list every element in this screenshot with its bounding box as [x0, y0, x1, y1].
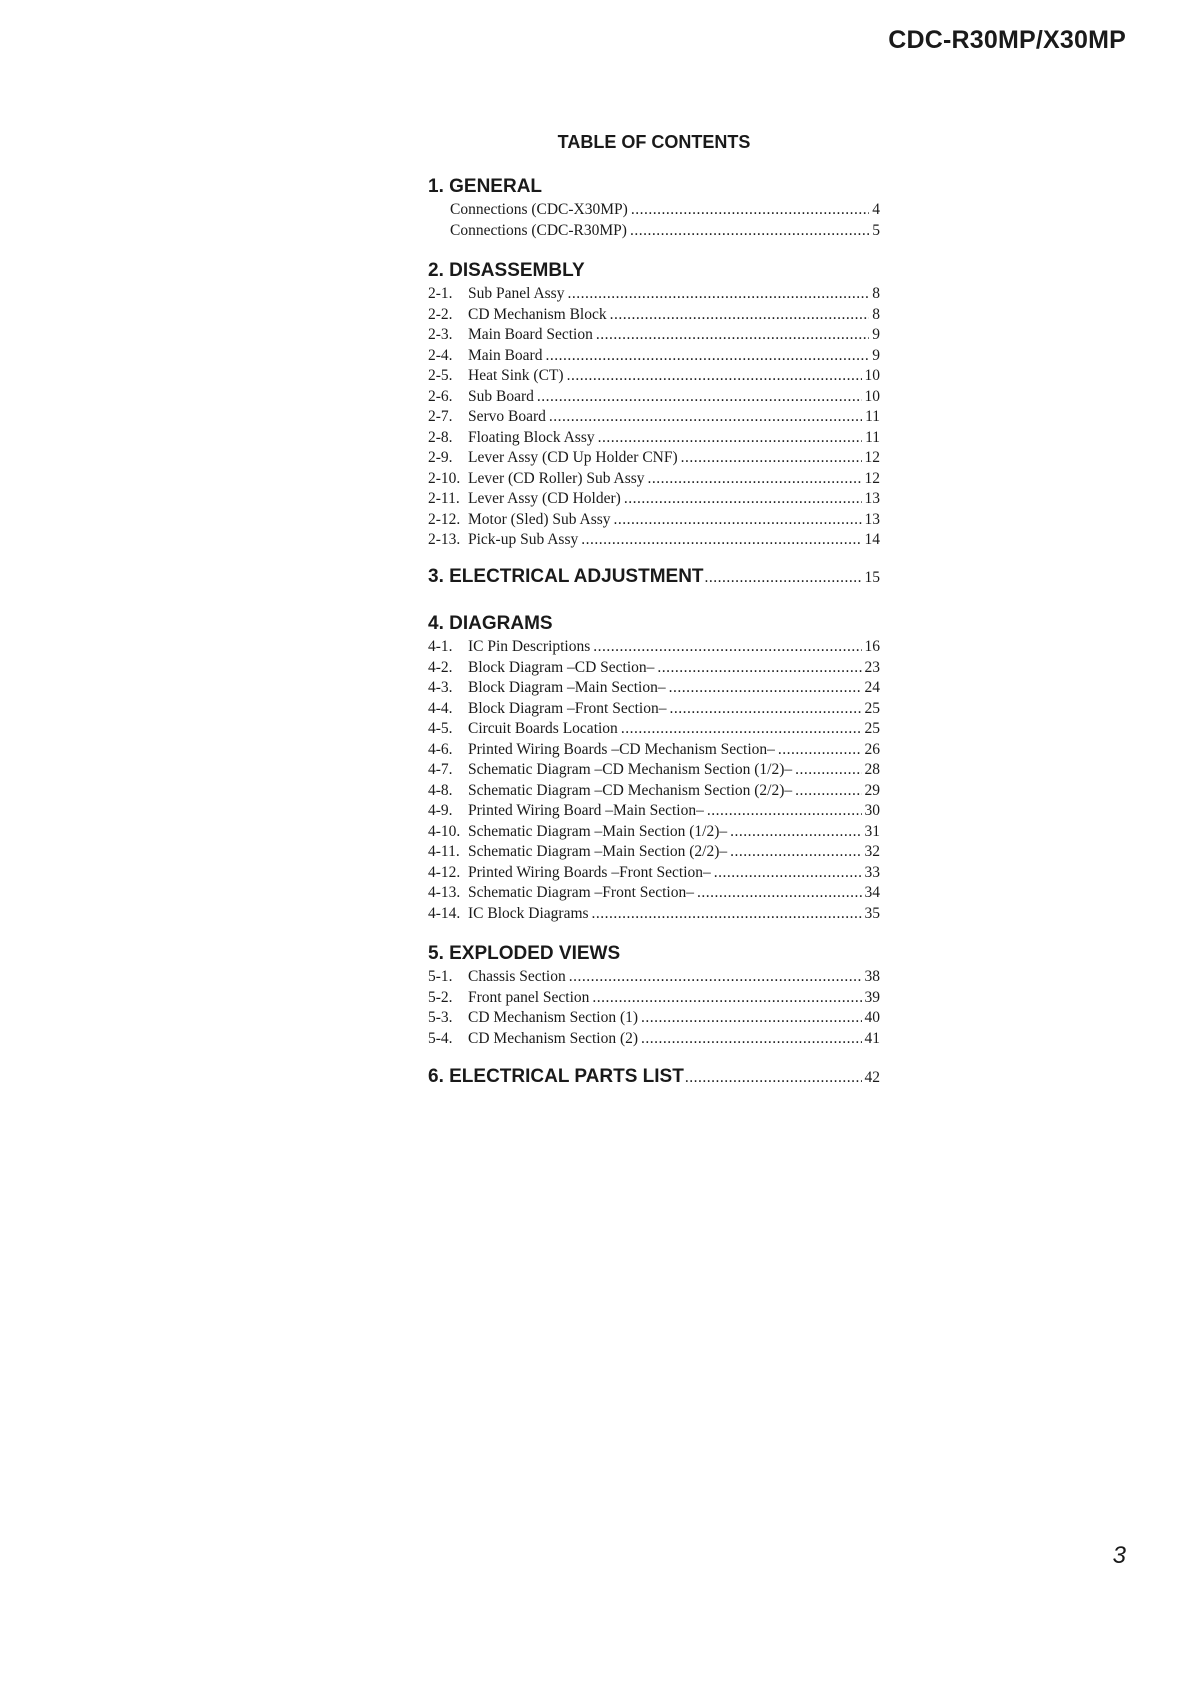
- dot-leader: [596, 325, 869, 346]
- page-number: 3: [1112, 1542, 1126, 1569]
- toc-entry[interactable]: [428, 863, 880, 884]
- dot-leader: [778, 740, 862, 761]
- dot-leader: [730, 822, 861, 843]
- toc-heading-row[interactable]: [428, 1066, 880, 1088]
- dot-leader: [697, 883, 862, 904]
- entry-number: 5-3.: [428, 1009, 453, 1026]
- toc-entry[interactable]: [428, 678, 880, 699]
- entry-label: Printed Wiring Board –Main Section–: [468, 802, 704, 819]
- entry-label: Printed Wiring Boards –Front Section–: [468, 863, 711, 881]
- section-heading: 1. GENERAL: [428, 176, 543, 197]
- model-title: CDC-R30MP/X30MP: [888, 26, 1126, 54]
- entry-number: 4-2.: [428, 658, 453, 676]
- toc-entry[interactable]: [428, 658, 880, 679]
- toc-entry[interactable]: [428, 428, 880, 449]
- page-ref: 9: [872, 326, 880, 343]
- entry-number: 2-6.: [428, 387, 453, 405]
- dot-leader: [592, 904, 862, 925]
- page-ref: 12: [864, 449, 880, 466]
- entry-number: 4-14.: [428, 904, 461, 922]
- entry-label: Sub Board: [468, 387, 534, 405]
- section-electrical-parts-list: [428, 1066, 880, 1088]
- toc-entry[interactable]: [428, 1008, 880, 1029]
- toc-title: TABLE OF CONTENTS: [557, 132, 751, 152]
- page-ref: 16: [864, 638, 880, 655]
- toc-entry[interactable]: [428, 760, 880, 781]
- page-ref: 26: [864, 740, 880, 758]
- page-ref: 23: [864, 658, 880, 676]
- dot-leader: [707, 801, 862, 822]
- entry-number: 2-7.: [428, 408, 453, 425]
- section-heading: 6. ELECTRICAL PARTS LIST: [428, 1066, 684, 1087]
- entry-number: 4-8.: [428, 781, 453, 799]
- toc-entry[interactable]: [428, 719, 880, 740]
- dot-leader: [610, 305, 870, 326]
- dot-leader: [657, 658, 861, 679]
- entry-label: Main Board Section: [468, 326, 593, 343]
- toc-list: [428, 200, 880, 241]
- entry-number: 4-12.: [428, 863, 461, 881]
- entry-number: 4-7.: [428, 761, 453, 778]
- page-ref: 28: [864, 761, 880, 778]
- toc-entry[interactable]: [428, 883, 880, 904]
- toc-entry[interactable]: [428, 781, 880, 802]
- toc-entry[interactable]: [428, 842, 880, 863]
- entry-label: Lever Assy (CD Up Holder CNF): [468, 449, 678, 466]
- toc-entry[interactable]: [428, 284, 880, 305]
- dot-leader: [567, 366, 862, 387]
- dot-leader: [795, 781, 861, 802]
- page-ref: 11: [865, 428, 880, 446]
- section-general: [428, 174, 880, 241]
- entry-number: 4-5.: [428, 720, 453, 737]
- dot-leader: [641, 1029, 861, 1050]
- section-exploded-views: [428, 941, 880, 1049]
- page-ref: 10: [864, 367, 880, 384]
- section-heading: 5. EXPLODED VIEWS: [428, 943, 621, 964]
- section-heading: 4. DIAGRAMS: [428, 613, 553, 634]
- entry-number: 2-5.: [428, 367, 453, 384]
- dot-leader: [545, 346, 869, 367]
- page-ref: 10: [864, 387, 880, 405]
- toc-entry[interactable]: [428, 801, 880, 822]
- entry-number: 2-2.: [428, 305, 453, 323]
- page-ref: 13: [864, 490, 880, 507]
- entry-label: Heat Sink (CT): [468, 367, 564, 384]
- dot-leader: [641, 1008, 861, 1029]
- entry-label: Circuit Boards Location: [468, 720, 618, 737]
- entry-label: Sub Panel Assy: [468, 285, 565, 302]
- page-ref: 34: [864, 884, 880, 901]
- dot-leader: [598, 428, 862, 449]
- page-ref: 31: [864, 822, 880, 840]
- toc-entry[interactable]: [428, 366, 880, 387]
- toc-entry[interactable]: [428, 221, 880, 242]
- entry-number: 4-3.: [428, 679, 453, 696]
- entry-label: Schematic Diagram –CD Mechanism Section (2/2)–: [468, 781, 793, 799]
- entry-number: 5-2.: [428, 988, 453, 1006]
- toc-entry[interactable]: [428, 448, 880, 469]
- dot-leader: [631, 200, 869, 221]
- toc-entry[interactable]: [428, 325, 880, 346]
- toc-list: [428, 637, 880, 924]
- dot-leader: [669, 699, 861, 720]
- toc-entry[interactable]: [428, 407, 880, 428]
- entry-number: 2-13.: [428, 531, 461, 548]
- toc-heading-row[interactable]: [428, 566, 880, 588]
- entry-label: Schematic Diagram –Main Section (1/2)–: [468, 822, 728, 840]
- entry-label: CD Mechanism Section (2): [468, 1029, 639, 1047]
- toc-entry[interactable]: [428, 740, 880, 761]
- page-ref: 33: [864, 863, 880, 881]
- entry-label: IC Pin Descriptions: [468, 638, 591, 655]
- toc-entry[interactable]: [428, 1029, 880, 1050]
- dot-leader: [681, 448, 862, 469]
- entry-number: 4-4.: [428, 699, 453, 717]
- page-ref: 25: [864, 699, 880, 717]
- entry-number: 4-13.: [428, 884, 461, 901]
- entry-number: 2-12.: [428, 510, 461, 528]
- dot-leader: [624, 489, 862, 510]
- toc-entry[interactable]: [428, 489, 880, 510]
- entry-label: Schematic Diagram –Front Section–: [468, 884, 694, 901]
- toc-entry[interactable]: [428, 346, 880, 367]
- dot-leader: [705, 569, 862, 587]
- entry-label: Schematic Diagram –CD Mechanism Section (1/2)–: [468, 761, 793, 778]
- dot-leader: [669, 678, 862, 699]
- entry-label: Pick-up Sub Assy: [468, 531, 579, 548]
- entry-number: 4-10.: [428, 822, 461, 840]
- toc-entry[interactable]: [428, 530, 880, 551]
- entry-label: CD Mechanism Section (1): [468, 1009, 639, 1026]
- entry-number: 5-1.: [428, 968, 453, 985]
- entry-label: Schematic Diagram –Main Section (2/2)–: [468, 843, 728, 860]
- entry-label: Main Board: [468, 346, 543, 364]
- toc-entry[interactable]: [428, 904, 880, 925]
- entry-number: 4-6.: [428, 740, 453, 758]
- page-ref: 15: [864, 569, 880, 586]
- section-diagrams: [428, 611, 880, 924]
- toc-entry[interactable]: [428, 967, 880, 988]
- entry-label: Floating Block Assy: [468, 428, 595, 446]
- toc-entry[interactable]: [428, 988, 880, 1009]
- section-heading: 2. DISASSEMBLY: [428, 260, 585, 281]
- entry-label: CD Mechanism Block: [468, 305, 607, 323]
- entry-label: Block Diagram –Main Section–: [468, 679, 666, 696]
- entry-label: Lever (CD Roller) Sub Assy: [468, 469, 645, 487]
- page-ref: 13: [864, 510, 880, 528]
- page-ref: 4: [872, 201, 880, 218]
- entry-number: 2-1.: [428, 285, 453, 302]
- toc-entry[interactable]: [428, 200, 880, 221]
- entry-number: 2-3.: [428, 326, 453, 343]
- section-electrical-adjustment: [428, 566, 880, 588]
- page-ref: 38: [864, 968, 880, 985]
- entry-number: 4-1.: [428, 638, 453, 655]
- toc-entry[interactable]: [428, 822, 880, 843]
- dot-leader: [567, 284, 869, 305]
- toc-entry[interactable]: [428, 699, 880, 720]
- section-heading: 3. ELECTRICAL ADJUSTMENT: [428, 566, 704, 587]
- entry-label: Lever Assy (CD Holder): [468, 490, 621, 507]
- dot-leader: [648, 469, 862, 490]
- dot-leader: [730, 842, 861, 863]
- page-ref: 41: [864, 1029, 880, 1047]
- toc-entry[interactable]: [428, 387, 880, 408]
- entry-label: Servo Board: [468, 408, 546, 425]
- entry-number: 5-4.: [428, 1029, 453, 1047]
- page-ref: 40: [864, 1009, 880, 1026]
- entry-number: 2-10.: [428, 469, 461, 487]
- entry-label: Motor (Sled) Sub Assy: [468, 510, 611, 528]
- page-ref: 30: [864, 802, 880, 819]
- dot-leader: [685, 1069, 862, 1087]
- entry-label: Printed Wiring Boards –CD Mechanism Section–: [468, 740, 775, 758]
- page-ref: 9: [872, 346, 880, 364]
- dot-leader: [569, 967, 862, 988]
- entry-label: Block Diagram –Front Section–: [468, 699, 667, 717]
- entry-label: Block Diagram –CD Section–: [468, 658, 655, 676]
- entry-label: Connections (CDC-X30MP): [450, 201, 628, 218]
- entry-label: IC Block Diagrams: [468, 904, 589, 922]
- entry-label: Connections (CDC-R30MP): [450, 221, 627, 239]
- page-ref: 39: [864, 988, 880, 1006]
- entry-number: 2-8.: [428, 428, 453, 446]
- entry-label: Front panel Section: [468, 988, 590, 1006]
- dot-leader: [581, 530, 861, 551]
- dot-leader: [614, 510, 862, 531]
- dot-leader: [630, 221, 869, 242]
- page-ref: 12: [864, 469, 880, 487]
- page-ref: 24: [864, 679, 880, 696]
- dot-leader: [621, 719, 862, 740]
- toc-entry[interactable]: [428, 510, 880, 531]
- dot-leader: [549, 407, 862, 428]
- page-ref: 29: [864, 781, 880, 799]
- toc-entry[interactable]: [428, 305, 880, 326]
- page-ref: 11: [865, 408, 880, 425]
- dot-leader: [714, 863, 862, 884]
- dot-leader: [537, 387, 862, 408]
- page-ref: 32: [864, 843, 880, 860]
- entry-number: 2-9.: [428, 449, 453, 466]
- toc-list: [428, 967, 880, 1049]
- section-disassembly: [428, 258, 880, 551]
- entry-number: 4-9.: [428, 802, 453, 819]
- entry-number: 4-11.: [428, 843, 460, 860]
- page-ref: 35: [864, 904, 880, 922]
- entry-label: Chassis Section: [468, 968, 566, 985]
- toc-list: [428, 284, 880, 551]
- toc-entry[interactable]: [428, 469, 880, 490]
- dot-leader: [592, 988, 861, 1009]
- page-ref: 8: [872, 305, 880, 323]
- entry-number: 2-11.: [428, 490, 460, 507]
- page-ref: 14: [864, 531, 880, 548]
- dot-leader: [795, 760, 861, 781]
- page-ref: 42: [864, 1069, 880, 1086]
- page-ref: 5: [872, 221, 880, 239]
- dot-leader: [593, 637, 861, 658]
- page-ref: 25: [864, 720, 880, 737]
- entry-number: 2-4.: [428, 346, 453, 364]
- page-ref: 8: [872, 285, 880, 302]
- toc-entry[interactable]: [428, 637, 880, 658]
